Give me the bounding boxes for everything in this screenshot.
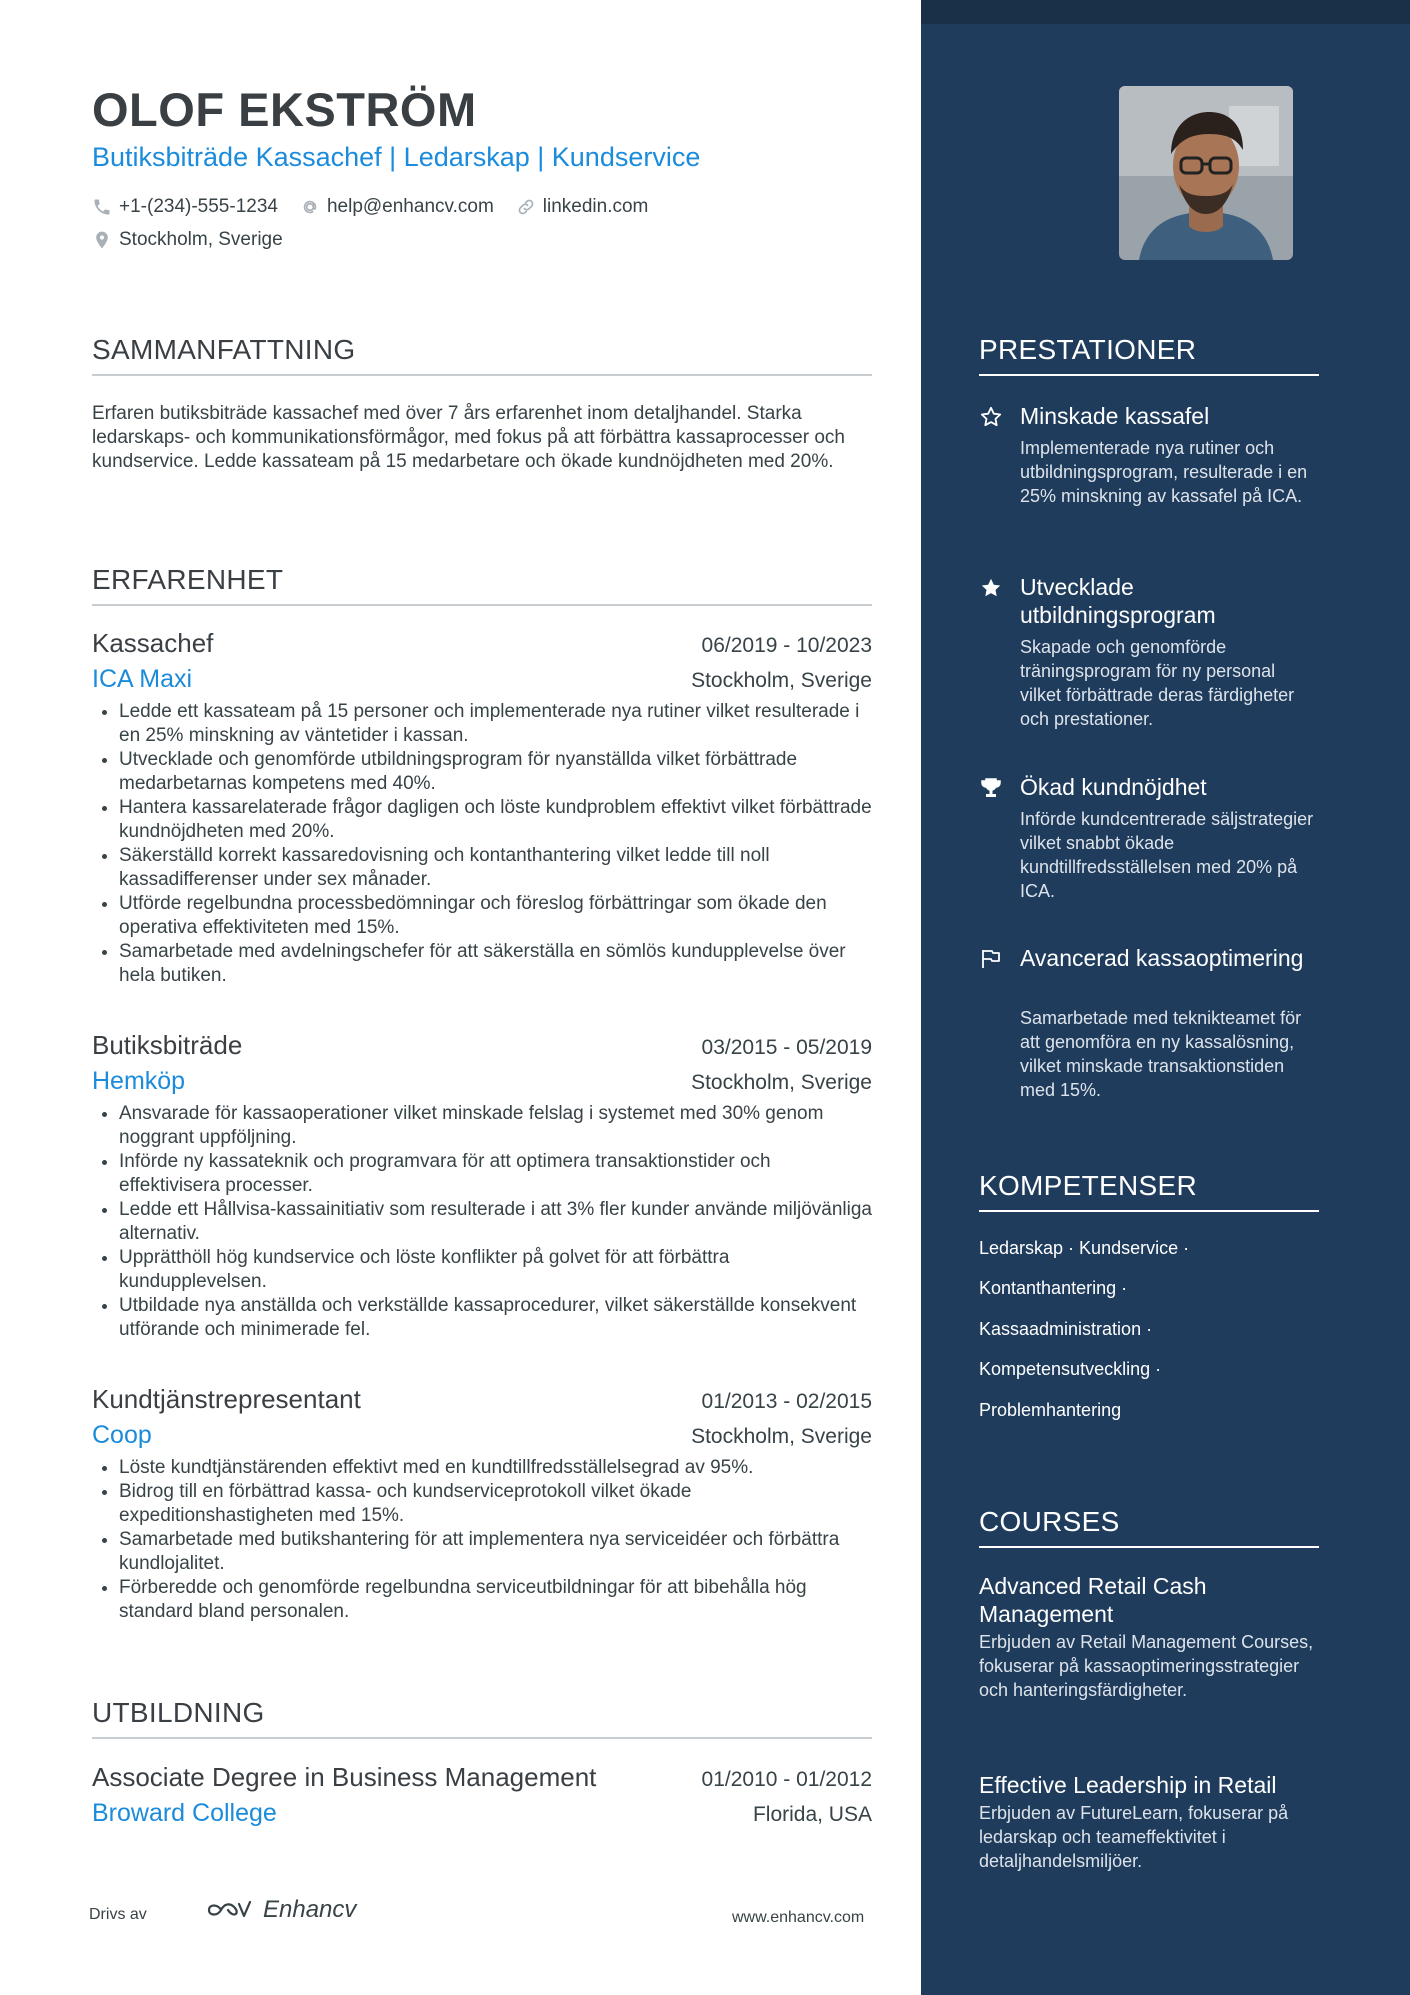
job-dates: 01/2013 - 02/2015 [701,1390,872,1413]
bullet-item: • Löste kundtjänstärenden effektivt med en kundtillfredsställelsegrad av 95%. [119,1456,872,1480]
candidate-name: OLOF EKSTRÖM [92,83,477,136]
bullet-item: • Ansvarade för kassaoperationer vilket minskade felslag i systemet med 30% genom noggrant uppföljning. [119,1102,872,1150]
company-name: Coop [92,1421,152,1449]
job-location: Stockholm, Sverige [691,669,872,692]
footer-brand: Enhancv [263,1896,357,1923]
course-text: Erbjuden av Retail Management Courses, fokuserar på kassaoptimeringsstrategier och hanteringsfärdigheter. [979,1632,1314,1700]
course-item [979,1771,1319,1873]
location-pin-icon [92,230,112,250]
achievements-heading: PRESTATIONER [979,334,1319,376]
achievement-title: Ökad kundnöjdhet [1020,774,1207,800]
star-outline-icon [979,405,1003,429]
skill-line: Kontanthantering · [979,1278,1128,1298]
job-bullets [92,700,872,988]
job-bullets [92,1102,872,1342]
job-dates: 06/2019 - 10/2023 [701,634,872,657]
degree-title: Associate Degree in Business Management [92,1762,597,1792]
bullet-item: • Samarbetade med butikshantering för att implementera nya serviceidéer och förbättra kundlojalitet. [119,1528,872,1576]
job-dates: 03/2015 - 05/2019 [701,1036,872,1059]
achievement-text: Införde kundcentrerade säljstrategier vilket snabbt ökade kundtillfredsställelsen med 20% på ICA. [1020,809,1314,901]
bullet-item: • Samarbetade med avdelningschefer för att säkerställa en sömlös kundupplevelse över hela butiken. [119,940,872,988]
education-entry [92,1762,872,1828]
school-name: Broward College [92,1799,277,1827]
course-title: Advanced Retail Cash Management [979,1573,1207,1627]
flag-icon [979,947,1003,971]
linkedin-text[interactable]: linkedin.com [542,196,649,217]
course-title: Effective Leadership in Retail [979,1772,1277,1798]
bullet-item: • Utbildade nya anställda och verkställde kassaprocedurer, vilket säkerställde konsekvent utförande och minimerade fel. [119,1294,872,1342]
contact-phone [92,196,278,218]
course-item [979,1572,1319,1702]
achievement-title: Utvecklade utbildningsprogram [1020,574,1216,628]
contact-row [92,196,648,218]
sidebar-top-band [921,0,1410,24]
job-entry [92,628,872,988]
job-title: Kundtjänstrepresentant [92,1384,361,1414]
skill-line: Kompetensutveckling · [979,1359,1162,1379]
skill-line: Problemhantering [979,1400,1122,1420]
candidate-headline: Butiksbiträde Kassachef | Ledarskap | Kundservice [92,142,701,172]
bullet-item: • Utvecklade och genomförde utbildningsprogram för nyanställda vilket förbättrade medarbetarnas kompetens med 40%. [119,748,872,796]
bullet-item: • Bidrog till en förbättrad kassa- och kundserviceprotokoll vilket ökade expeditionshastigheten med 15%. [119,1480,872,1528]
job-title: Kassachef [92,628,214,658]
job-entry [92,1384,872,1624]
summary-text: Erfaren butiksbiträde kassachef med över 7 års erfarenhet inom detaljhandel. Starka ledarskaps- och kommunikationsförmågor, med fokus på att förbättra kassaprocesser och kundservice. Ledde kassateam på 15 medarbetare och ökade kundnöjdheten med 20%. [92,403,845,472]
achievement-text: Samarbetade med teknikteamet för att genomföra en ny kassalösning, vilket minskade transaktionstiden med 15%. [1020,1008,1302,1100]
job-entry [92,1030,872,1342]
phone-text: +1-(234)-555-1234 [119,196,278,217]
experience-heading: ERFARENHET [92,564,872,606]
course-text: Erbjuden av FutureLearn, fokuserar på ledarskap och teameffektivitet i detaljhandelsmiljöer. [979,1803,1289,1871]
avatar-illustration [1119,86,1293,260]
job-location: Stockholm, Sverige [691,1071,872,1094]
courses-heading: COURSES [979,1506,1319,1548]
link-icon [516,197,536,217]
at-icon [300,197,320,217]
company-name: ICA Maxi [92,665,193,693]
profile-photo [1119,86,1293,260]
bullet-item: • Införde ny kassateknik och programvara för att optimera transaktionstider och effektivisera processer. [119,1150,872,1198]
trophy-icon [979,776,1003,800]
enhancv-logo-icon [207,1898,255,1922]
job-bullets [92,1456,872,1624]
star-filled-icon [979,576,1003,600]
education-dates: 01/2010 - 01/2012 [701,1768,872,1791]
contact-location [92,229,283,251]
location-text: Stockholm, Sverige [119,229,283,250]
company-name: Hemköp [92,1067,186,1095]
footer-url[interactable]: www.enhancv.com [732,1909,865,1926]
skill-line: Kassaadministration · [979,1319,1153,1339]
education-heading: UTBILDNING [92,1697,872,1739]
skill-line: Ledarskap · Kundservice · [979,1238,1190,1258]
bullet-item: • Ledde ett kassateam på 15 personer och implementerade nya rutiner vilket resulterade i en 25% minskning av väntetider i kassan. [119,700,872,748]
bullet-item: • Upprätthöll hög kundservice och löste konflikter på golvet för att förbättra kundupplevelsen. [119,1246,872,1294]
footer-powered-by: Drivs av [89,1906,147,1923]
bullet-item: • Utförde regelbundna processbedömningar och föreslog förbättringar som ökade den operativa effektiviteten med 15%. [119,892,872,940]
summary-heading: SAMMANFATTNING [92,334,872,376]
location-row [92,229,283,251]
contact-linkedin[interactable] [516,196,649,218]
job-title: Butiksbiträde [92,1030,243,1060]
skills-heading: KOMPETENSER [979,1170,1319,1212]
contact-email[interactable] [300,196,494,218]
achievement-title: Minskade kassafel [1020,403,1210,429]
job-location: Stockholm, Sverige [691,1425,872,1448]
education-location: Florida, USA [752,1803,872,1826]
email-text[interactable]: help@enhancv.com [326,196,494,217]
bullet-item: • Förberedde och genomförde regelbundna serviceutbildningar för att bibehålla hög standard bland personalen. [119,1576,872,1624]
bullet-item: • Hantera kassarelaterade frågor dagligen och löste kundproblem effektivt vilket förbättrade kundnöjdheten med 20%. [119,796,872,844]
footer-logo[interactable] [207,1896,356,1924]
phone-icon [92,197,112,217]
bullet-item: • Säkerställd korrekt kassaredovisning och kontanthantering vilket ledde till noll kassadifferenser under sex månader. [119,844,872,892]
achievement-text: Skapade och genomförde träningsprogram för ny personal vilket förbättrade deras färdigheter och prestationer. [1020,637,1295,729]
sidebar [921,0,1410,1995]
achievement-text: Implementerade nya rutiner och utbildningsprogram, resulterade i en 25% minskning av kassafel på ICA. [1020,438,1308,506]
achievement-title: Avancerad kassaoptimering [1020,945,1304,971]
bullet-item: • Ledde ett Hållvisa-kassainitiativ som resulterade i att 3% fler kunder använde miljövänliga alternativ. [119,1198,872,1246]
